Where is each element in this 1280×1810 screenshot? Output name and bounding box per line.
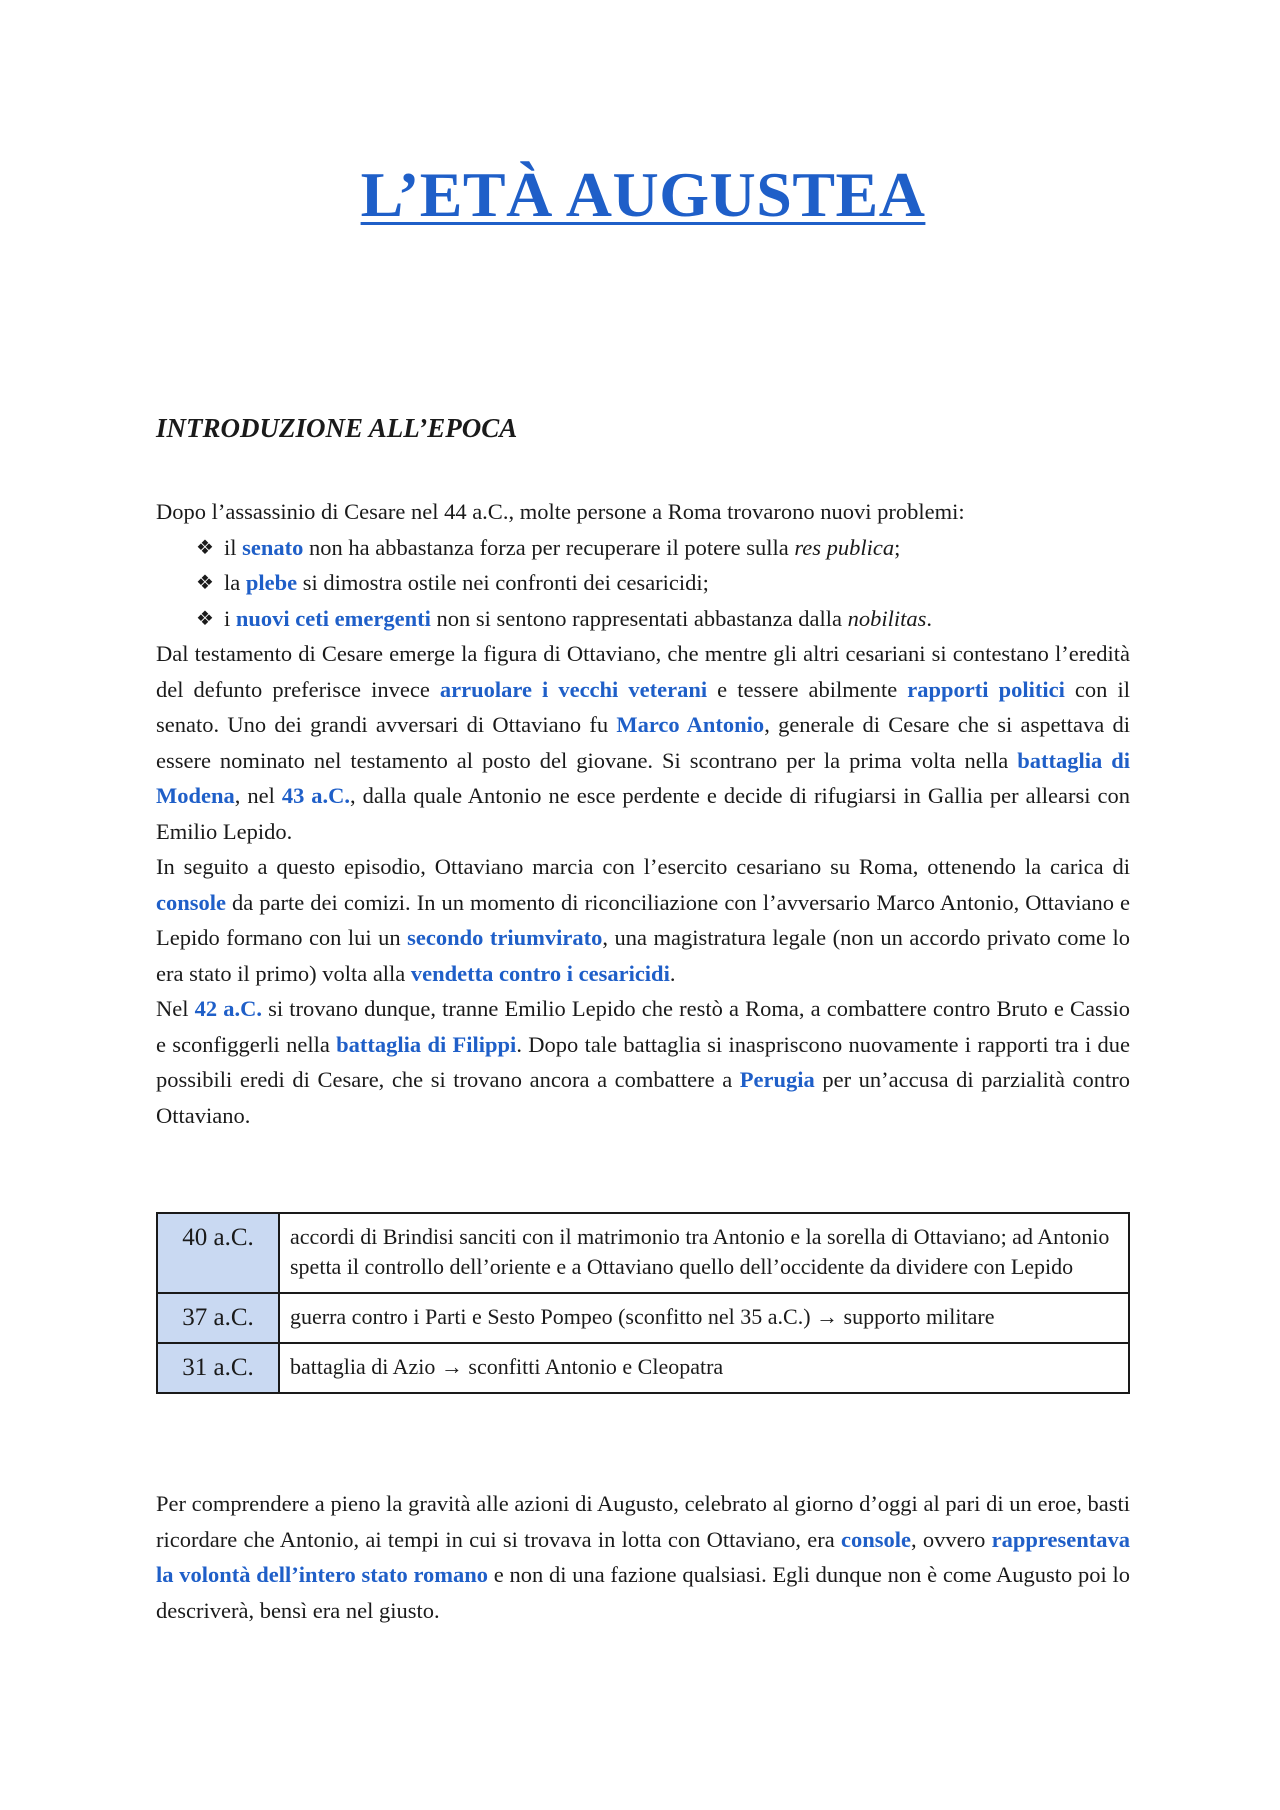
highlight-term: plebe xyxy=(245,570,298,595)
problem-list xyxy=(156,530,1130,637)
page-title: L’ETÀ AUGUSTEA xyxy=(360,159,926,230)
table-year-cell: 40 a.C. xyxy=(157,1213,279,1293)
list-item: ❖ i nuovi ceti emergenti non si sentono rappresentati abbastanza dalla nobilitas. xyxy=(196,601,1130,637)
table-year-cell: 31 a.C. xyxy=(157,1343,279,1393)
section-heading: INTRODUZIONE ALL’EPOCA xyxy=(156,413,518,443)
timeline-table xyxy=(156,1212,1130,1394)
four-diamond-bullet-icon: ❖ xyxy=(196,605,214,630)
list-item: ❖ la plebe si dimostra ostile nei confronti dei cesaricidi; xyxy=(196,565,1130,601)
highlight-term: nuovi ceti emergenti xyxy=(235,605,431,631)
list-item: ❖ il senato non ha abbastanza forza per recuperare il potere sulla res publica; xyxy=(196,530,1130,566)
intro-paragraph: Dopo l’assassinio di Cesare nel 44 a.C., molte persone a Roma trovarono nuovi problemi: xyxy=(156,499,965,524)
table-year-cell: 37 a.C. xyxy=(157,1293,279,1343)
table-text-cell: accordi di Brindisi sanciti con il matrimonio tra Antonio e la sorella di Ottaviano; ad Antonio spetta il controllo dell’oriente e a Ottaviano quello dell’occidente da dividere con Lepido xyxy=(279,1213,1129,1293)
table-text-cell: battaglia di Azio → sconfitti Antonio e Cleopatra xyxy=(279,1343,1129,1393)
table-text-cell: guerra contro i Parti e Sesto Pompeo (sconfitto nel 35 a.C.) → supporto militare xyxy=(279,1293,1129,1343)
paragraph-filippi: Nel 42 a.C. si trovano dunque, tranne Emilio Lepido che restò a Roma, a combattere contro Bruto e Cassio e sconfiggerli nella battaglia di Filippi. Dopo tale battaglia si inaspriscono nuovamente i rapporti tra i due possibili eredi di Cesare, che si trovano ancora a combattere a Perugia per un’accusa di parzialità contro Ottaviano. xyxy=(156,996,1131,1128)
highlight-term: senato xyxy=(242,534,304,560)
paragraph-triumvirato: In seguito a questo episodio, Ottaviano marcia con l’esercito cesariano su Roma, ottenendo la carica di console da parte dei comizi. In un momento di riconciliazione con l’avversario Marco Antonio, Ottaviano e Lepido formano con lui un secondo triumvirato, una magistratura legale (non un accordo privato come lo era stato il primo) volta alla vendetta contro i cesaricidi. xyxy=(156,854,1130,986)
paragraph-ottaviano: Dal testamento di Cesare emerge la figura di Ottaviano, che mentre gli altri cesariani si contestano l’eredità del defunto preferisce invece arruolare i vecchi veterani e tessere abilmente rapporti politici con il senato. Uno dei grandi avversari di Ottaviano fu Marco Antonio, generale di Cesare che si aspettava di essere nominato nel testamento al posto del giovane. Si scontrano per la prima volta nella battaglia di Modena, nel 43 a.C., dalla quale Antonio ne esce perdente e decide di rifugiarsi in Gallia per allearsi con Emilio Lepido. xyxy=(156,641,1130,844)
closing-paragraph: Per comprendere a pieno la gravità alle azioni di Augusto, celebrato al giorno d’oggi al pari di un eroe, basti ricordare che Antonio, ai tempi in cui si trovava in lotta con Ottaviano, era console, ovvero rappresentava la volontà dell’intero stato romano e non di una fazione qualsiasi. Egli dunque non è come Augusto poi lo descriverà, bensì era nel giusto. xyxy=(156,1491,1130,1623)
table-row xyxy=(157,1293,1129,1343)
four-diamond-bullet-icon: ❖ xyxy=(196,570,214,594)
table-row xyxy=(157,1213,1129,1293)
table-row xyxy=(157,1343,1129,1393)
intro-body xyxy=(156,494,1130,1133)
four-diamond-bullet-icon: ❖ xyxy=(196,534,214,559)
